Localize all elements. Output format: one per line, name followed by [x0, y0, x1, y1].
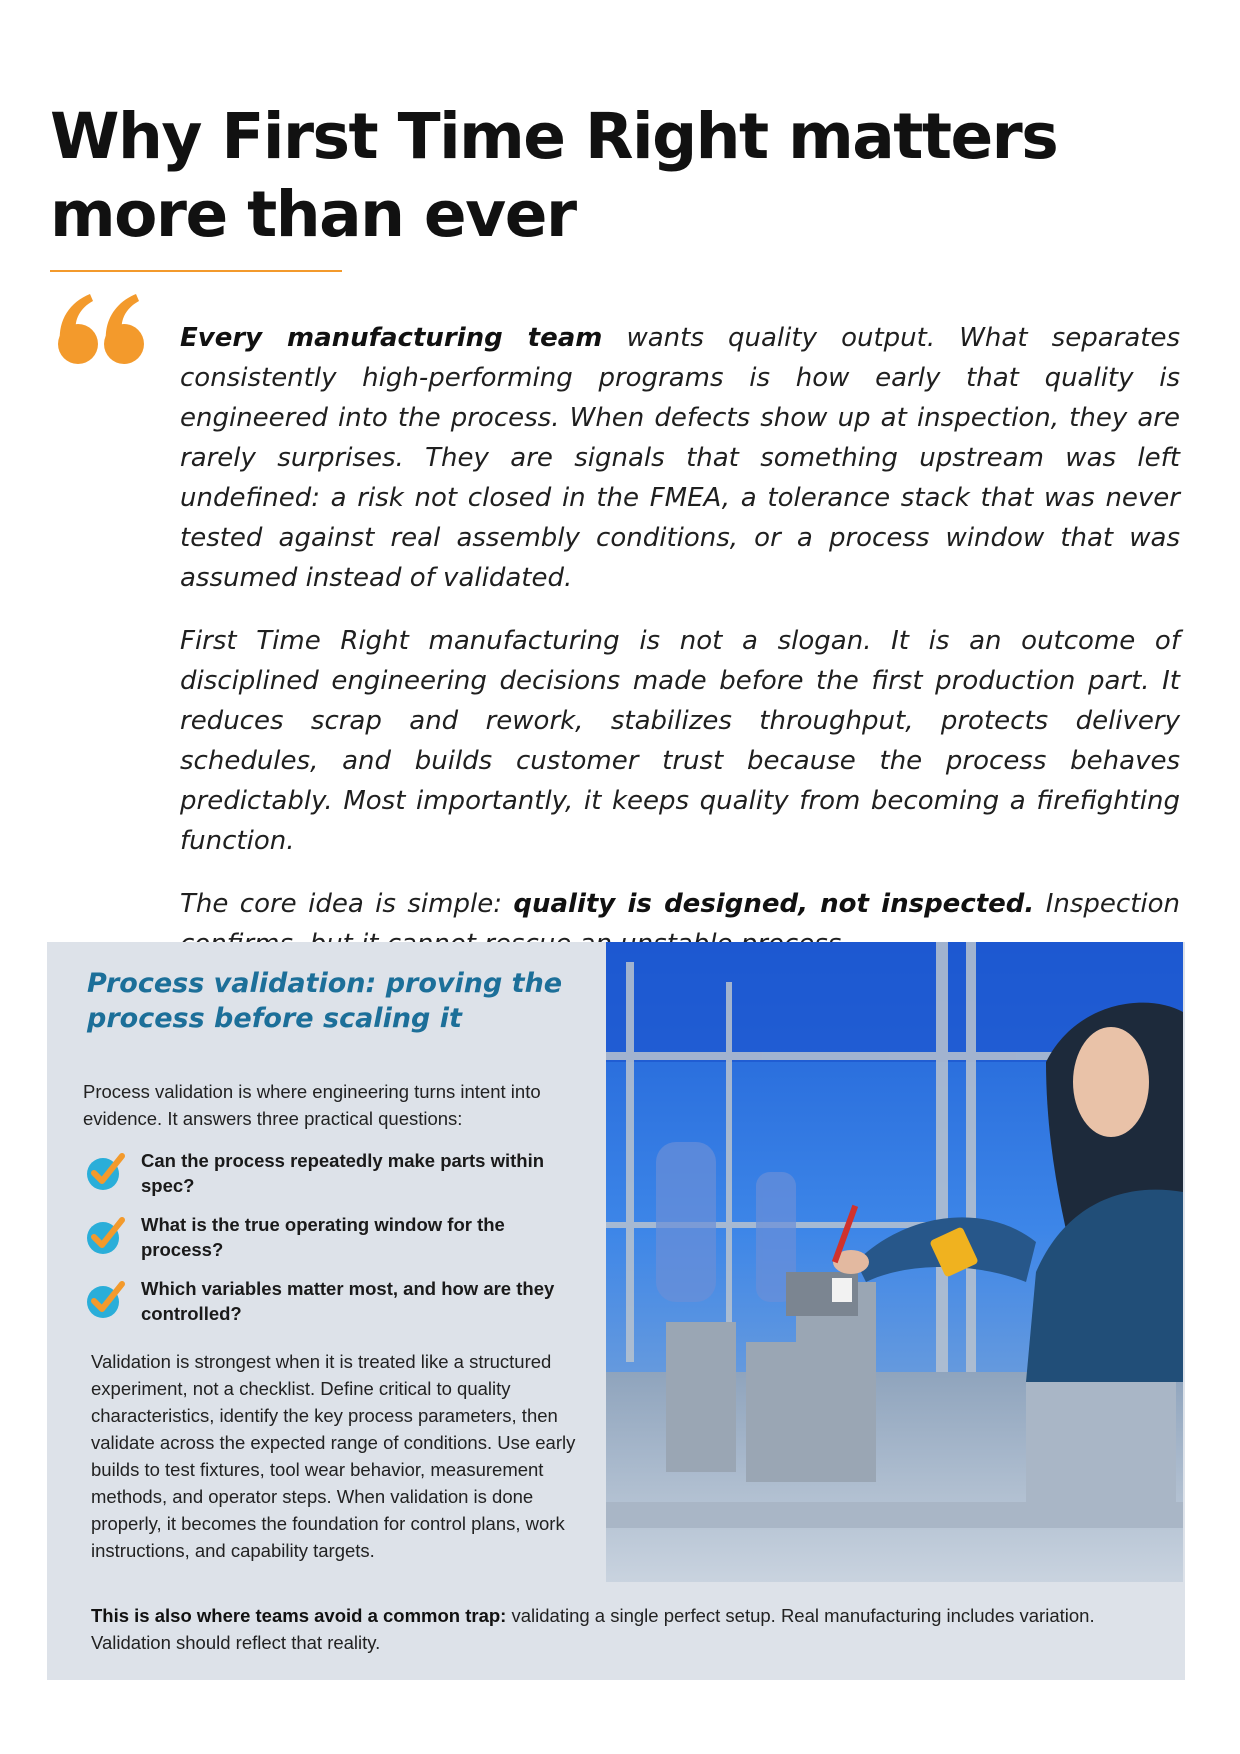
list-item	[85, 1276, 585, 1340]
intro-p1-text: wants quality output. What separates consistently high-performing programs is how early that quality is engineered into the process. When defects show up at inspection, they are rarely surprises. They are signals that something upstream was left undefined: a risk not closed in the FMEA, a tolerance stack that was never tested against real assembly conditions, or a process window that was assumed instead of validated.	[180, 323, 1180, 593]
panel-heading: Process validation: proving the process before scaling it	[87, 968, 563, 1034]
checkmark-icon	[85, 1150, 129, 1194]
panel-note-bold: This is also where teams avoid a common trap:	[91, 1605, 507, 1626]
intro-p3-bold: quality is designed, not inspected.	[513, 889, 1035, 919]
engineer-testing-image	[606, 942, 1183, 1582]
checkmark-icon	[85, 1278, 129, 1322]
question-text: Can the process repeatedly make parts within spec?	[141, 1150, 545, 1196]
question-text: What is the true operating window for the process?	[141, 1214, 505, 1260]
question-text: Which variables matter most, and how are they controlled?	[141, 1278, 555, 1324]
question-list	[85, 1148, 585, 1340]
quote-icon	[56, 292, 148, 366]
checkmark-icon	[85, 1214, 129, 1258]
intro-lead-bold: Every manufacturing team	[180, 323, 603, 353]
process-validation-panel	[47, 942, 1185, 1680]
panel-note-text: validating a single perfect setup. Real manufacturing includes variation. Validation should reflect that reality.	[91, 1605, 1095, 1653]
list-item	[85, 1212, 585, 1276]
title-underline	[50, 270, 342, 272]
list-item	[85, 1148, 585, 1212]
panel-note	[91, 1602, 1151, 1656]
intro-paragraph-2: First Time Right manufacturing is not a slogan. It is an outcome of disciplined engineering decisions made before the first production part. It reduces scrap and rework, stabilizes throughput, protects delivery schedules, and builds customer trust because the process behaves predictably. Most importantly, it keeps quality from becoming a firefighting function.	[180, 626, 1180, 856]
panel-body: Validation is strongest when it is treated like a structured experiment, not a checklist. Define critical to quality characteristics, identify the key process parameters, then validate across the expected range of conditions. Use early builds to test fixtures, tool wear behavior, measurement methods, and operator steps. When validation is done properly, it becomes the foundation for control plans, work instructions, and capability targets.	[91, 1351, 576, 1561]
intro-p3-pre: The core idea is simple:	[180, 889, 514, 919]
page-title: Why First Time Right matters more than ever	[50, 100, 1058, 251]
lab-photo	[606, 942, 1183, 1582]
intro-text	[180, 318, 1180, 987]
intro-p3-post: Inspection	[1045, 889, 1180, 919]
intro-paragraph-1	[180, 318, 1180, 598]
panel-lead: Process validation is where engineering turns intent into evidence. It answers three practical questions:	[83, 1081, 541, 1129]
